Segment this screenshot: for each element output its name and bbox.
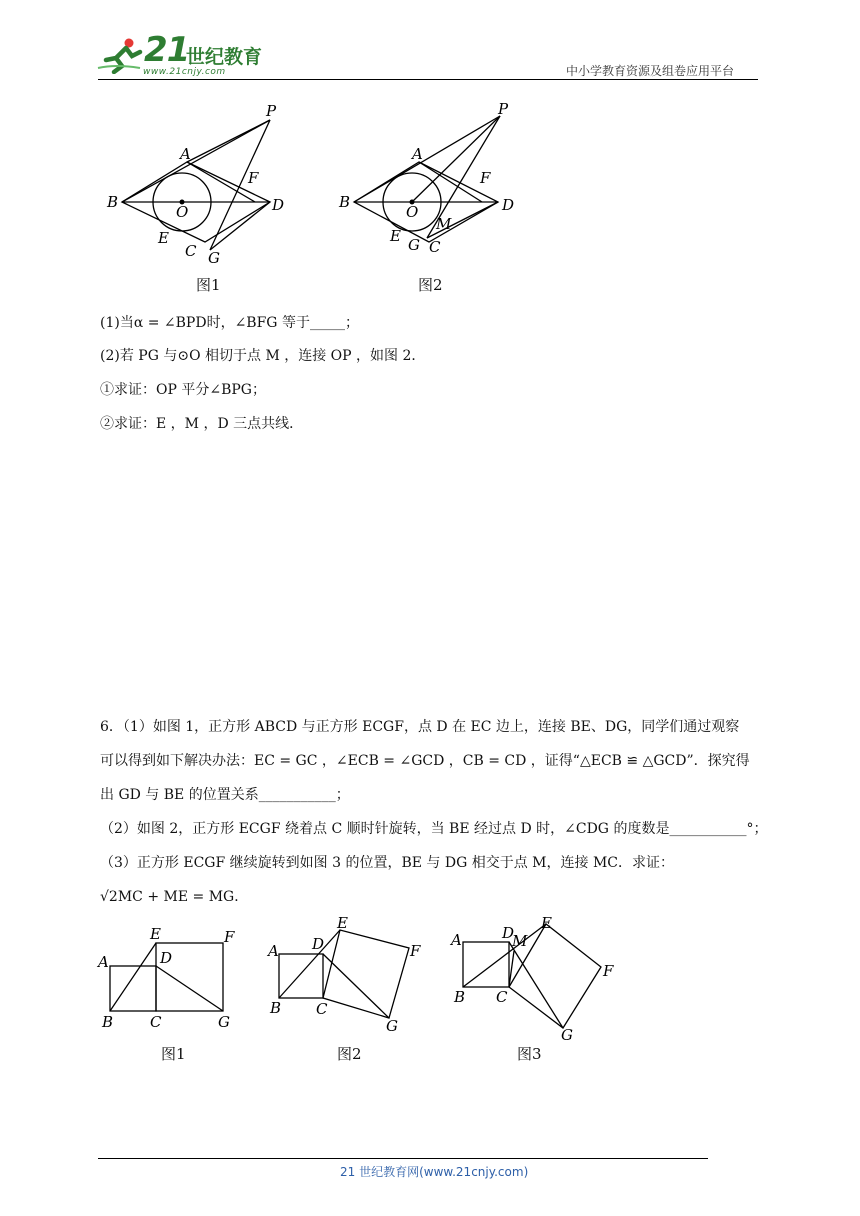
svg-text:F: F <box>224 928 235 946</box>
label-D: D <box>272 196 285 214</box>
label-E: E <box>390 227 401 245</box>
svg-text:F: F <box>603 962 614 980</box>
svg-text:F: F <box>410 942 421 960</box>
svg-text:B: B <box>454 988 466 1006</box>
figure-q6-1 <box>96 920 246 1040</box>
svg-text:E: E <box>150 925 161 943</box>
label-O: O <box>406 203 419 221</box>
q6-line6: √2MC + ME = MG． <box>100 889 249 905</box>
svg-text:B: B <box>102 1013 114 1031</box>
label-E: E <box>158 229 169 247</box>
footer-text[interactable]: 21 世纪教育网(www.21cnjy.com) <box>340 1165 529 1179</box>
svg-text:A: A <box>98 953 109 971</box>
logo-number: 21 <box>144 30 190 70</box>
q6-line1: 6．（1）如图 1，正方形 ABCD 与正方形 ECGF，点 D 在 EC 边上，连接 BE、DG，同学们通过观察 <box>100 719 740 735</box>
svg-text:A: A <box>451 931 462 949</box>
label-B: B <box>107 193 119 211</box>
svg-text:C: C <box>316 1000 328 1018</box>
q5-part2-2: ②求证：E ，M ，D 三点共线． <box>100 416 304 432</box>
q5-part2-1: ①求证：OP 平分∠BPG； <box>100 382 266 398</box>
label-A: A <box>412 145 423 163</box>
label-B: B <box>339 193 351 211</box>
figure-q5-2 <box>332 100 532 270</box>
figure-caption: 图3 <box>517 1045 542 1063</box>
header-divider <box>98 79 758 80</box>
label-D: D <box>502 196 515 214</box>
svg-text:A: A <box>268 942 279 960</box>
label-A: A <box>180 145 191 163</box>
label-M: M <box>436 215 452 233</box>
q6-line4: （2）如图 2，正方形 ECGF 绕着点 C 顺时针旋转，当 BE 经过点 D 时，∠CDG 的度数是___________°； <box>100 821 768 837</box>
q6-line2: 可以得到如下解决办法：EC = GC ，∠ECB = ∠GCD ，CB = CD ，证得“△ECB ≌ △GCD”．探究得 <box>100 753 750 769</box>
figure-caption: 图1 <box>196 276 221 294</box>
figure-caption: 图1 <box>161 1045 186 1063</box>
footer-divider <box>98 1158 708 1159</box>
figure-q5-1 <box>100 100 300 270</box>
svg-text:C: C <box>150 1013 162 1031</box>
figure-q6-2 <box>264 910 434 1040</box>
svg-text:D: D <box>312 935 325 953</box>
svg-text:M: M <box>512 932 528 950</box>
q6-line3: 出 GD 与 BE 的位置关系___________； <box>100 787 350 803</box>
svg-text:E: E <box>337 914 348 932</box>
logo-text: 世纪教育 <box>186 46 263 68</box>
svg-text:C: C <box>496 988 508 1006</box>
svg-text:E: E <box>541 914 552 932</box>
svg-text:G: G <box>561 1026 573 1044</box>
label-G: G <box>208 249 220 267</box>
svg-text:G: G <box>386 1017 398 1035</box>
svg-text:D: D <box>502 924 515 942</box>
label-F: F <box>248 169 259 187</box>
q6-line5: （3）正方形 ECGF 继续旋转到如图 3 的位置，BE 与 DG 相交于点 M，连接 MC．求证： <box>100 855 674 871</box>
figure-caption: 图2 <box>418 276 443 294</box>
figure-caption: 图2 <box>337 1045 362 1063</box>
label-O: O <box>176 203 189 221</box>
figure-q6-3 <box>448 906 628 1046</box>
label-P: P <box>266 102 277 120</box>
header-right-text: 中小学教育资源及组卷应用平台 <box>566 64 735 78</box>
q5-part2: (2)若 PG 与⊙O 相切于点 M ，连接 OP ，如图 2． <box>100 348 426 364</box>
logo-runner-icon <box>96 38 146 74</box>
label-C: C <box>429 238 441 256</box>
label-C: C <box>185 242 197 260</box>
label-F: F <box>480 169 491 187</box>
svg-text:G: G <box>218 1013 230 1031</box>
q5-part1: (1)当α = ∠BPD时，∠BFG 等于_____； <box>100 315 359 331</box>
label-G: G <box>408 236 420 254</box>
logo-url: www.21cnjy.com <box>143 67 226 77</box>
label-P: P <box>498 100 509 118</box>
svg-text:B: B <box>270 999 282 1017</box>
svg-text:D: D <box>160 949 173 967</box>
